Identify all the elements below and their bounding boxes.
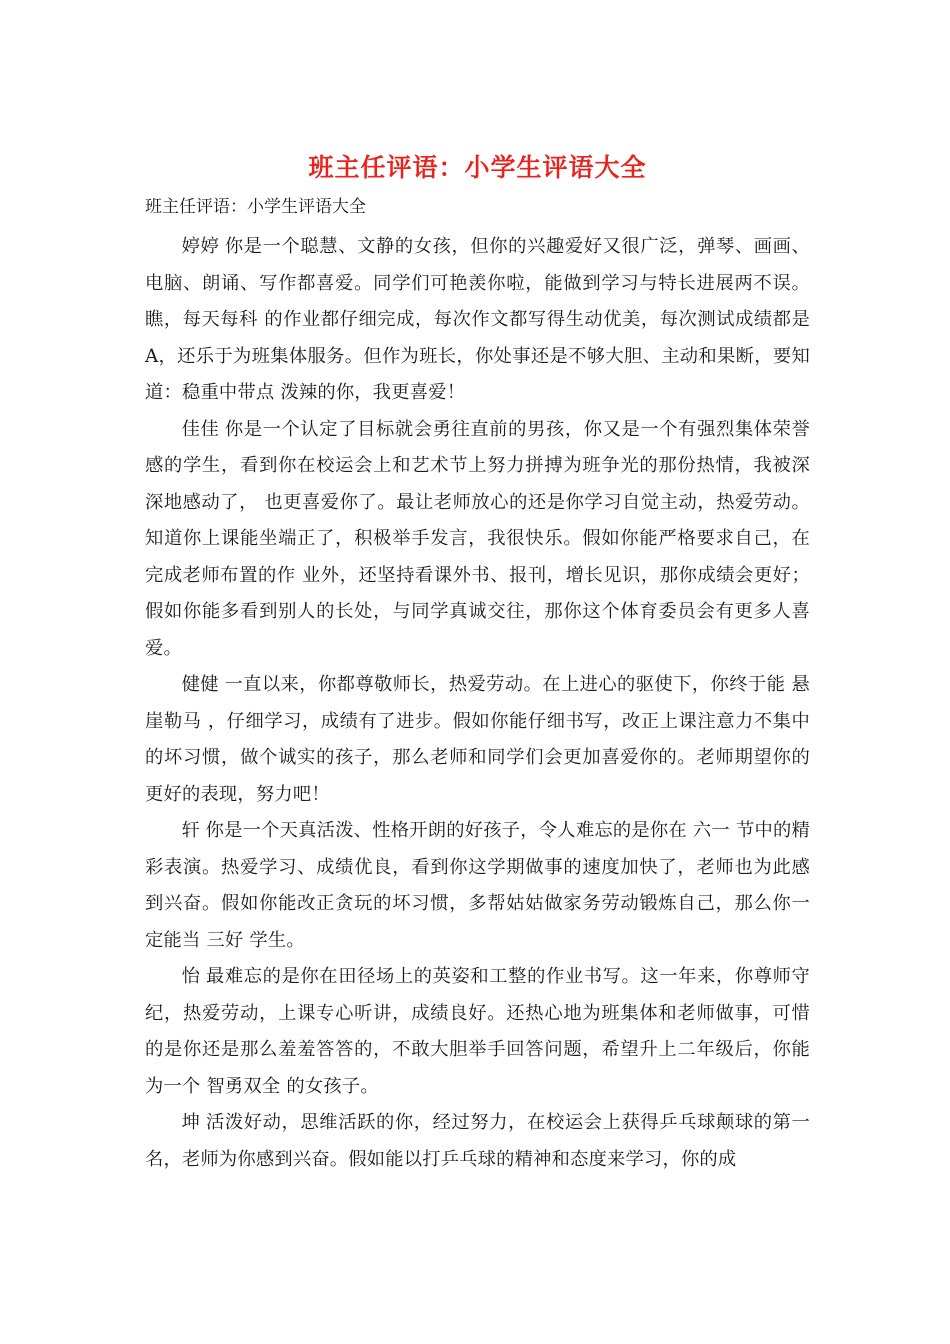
comment-text: 你是一个聪慧、文静的女孩，但你的兴趣爱好又很广泛，弹琴、画画、电脑、朗诵、写作都喜爱。同学们可艳羡你啦，能做到学习与特长进展两不误。瞧，每天每科 的作业都仔细完成，每次作文都写得生动优美，每次测试成绩都是A，还乐于为班集体服务。但作为班长，你处事还是不够大胆、主动和果断，要知道：稳重中带点 泼辣的你，我更喜爱！ — [145, 236, 810, 403]
comment-paragraph — [145, 1105, 810, 1178]
document-subtitle: 班主任评语：小学生评语大全 — [145, 197, 366, 217]
comment-text: 一直以来，你都尊敬师长，热爱劳动。在上进心的驱使下，你终于能 悬崖勒马 ，仔细学习，成绩有了进步。假如你能仔细书写，改正上课注意力不集中的坏习惯，做个诚实的孩子，那么老师和同学们会更加喜爱你的。老师期望你的更好的表现，努力吧！ — [145, 674, 810, 805]
comment-paragraph — [145, 412, 810, 668]
document-page — [145, 148, 810, 1178]
student-name: 坤 — [181, 1112, 201, 1133]
comment-text: 你是一个天真活泼、性格开朗的好孩子，令人难忘的是你在 六一 节中的精彩表演。热爱学习、成绩优良，看到你这学期做事的速度加快了，老师也为此感到兴奋。假如你能改正贪玩的坏习惯，多帮姑姑做家务劳动锻炼自己，那么你一定能当 三好 学生。 — [145, 820, 811, 951]
comment-paragraph — [145, 959, 810, 1105]
comment-paragraph — [145, 667, 810, 813]
student-name: 婷婷 — [181, 236, 220, 257]
comment-text: 你是一个认定了目标就会勇往直前的男孩，你又是一个有强烈集体荣誉感的学生，看到你在校运会上和艺术节上努力拼搏为班争光的那份热情，我被深深地感动了， 也更喜爱你了。最让老师放心的还是你学习自觉主动，热爱劳动。知道你上课能坐端正了，积极举手发言，我很快乐。假如你能严格要求自己，在完成老师布置的作 业外，还坚持看课外书、报刊，增长见识，那你成绩会更好；假如你能多看到别人的长处，与同学真诚交往，那你这个体育委员会有更多人喜爱。 — [145, 418, 810, 659]
document-title: 班主任评语：小学生评语大全 — [308, 153, 647, 182]
comment-text: 活泼好动，思维活跃的你，经过努力，在校运会上获得乒乓球颠球的第一名，老师为你感到兴奋。假如能以打乒乓球的精神和态度来学习，你的成 — [145, 1112, 810, 1170]
student-name: 佳佳 — [181, 418, 220, 440]
comment-list — [145, 229, 810, 1178]
comment-paragraph — [145, 813, 810, 959]
student-name: 健健 — [181, 674, 219, 695]
comment-text: 最难忘的是你在田径场上的英姿和工整的作业书写。这一年来，你尊师守纪，热爱劳动，上课专心听讲，成绩良好。还热心地为班集体和老师做事，可惜的是你还是那么羞羞答答的，不敢大胆举手回答问题，希望升上二年级后，你能为一个 智勇双全 的女孩子。 — [145, 966, 810, 1097]
comment-paragraph — [145, 229, 810, 412]
student-name: 怡 — [181, 966, 201, 987]
student-name: 轩 — [181, 820, 201, 841]
